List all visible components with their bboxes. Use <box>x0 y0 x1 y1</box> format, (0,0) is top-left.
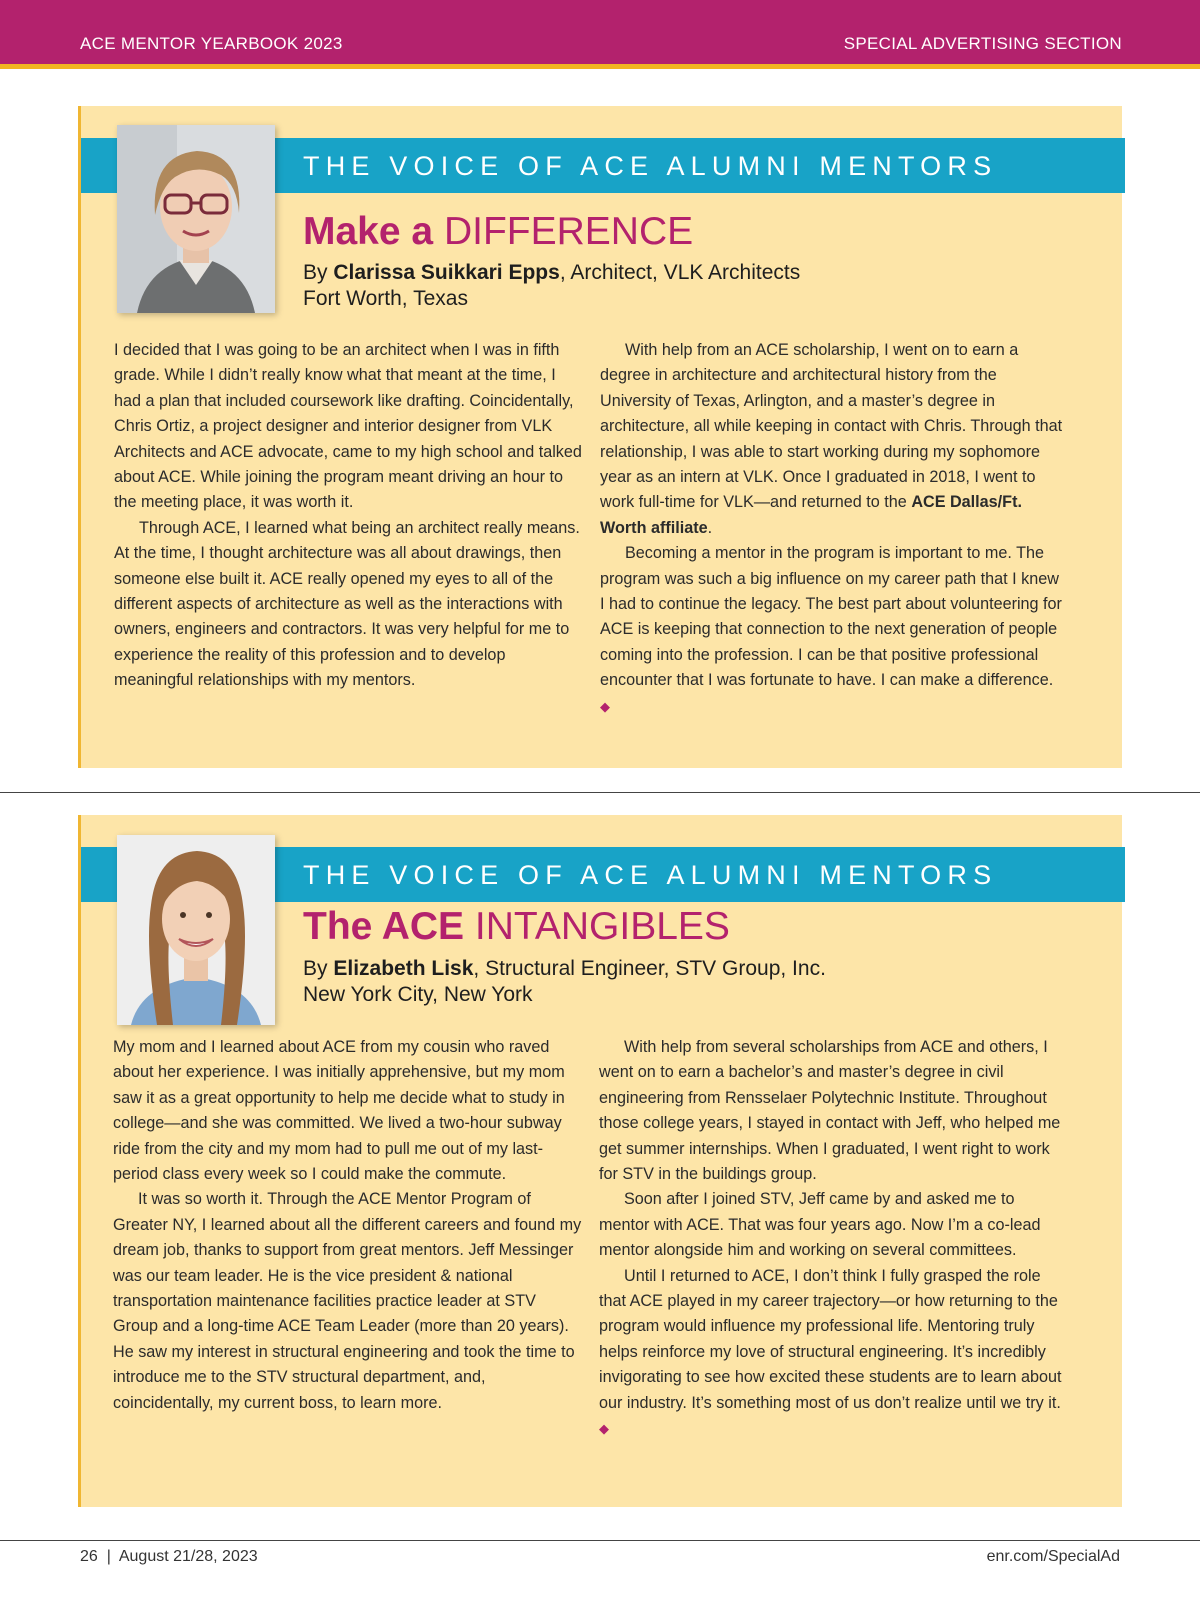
paragraph-text: Becoming a mentor in the program is important to me. The program was such a big influence on my career path that I knew I had to continue the legacy. The best part about volunteering for ACE is keeping that connection to the next generation of people coming into the profession. I can be that positive professional encounter that I was fortunate to have. I can make a difference. <box>600 544 1062 690</box>
paragraph <box>600 338 1066 541</box>
article-card-2 <box>78 815 1122 1507</box>
header-bar <box>0 0 1200 64</box>
author-photo <box>117 125 275 313</box>
author-photo <box>117 835 275 1025</box>
footer-rule <box>0 1540 1200 1541</box>
article-right-column <box>600 338 1066 719</box>
article-right-column <box>599 1035 1065 1442</box>
byline <box>303 260 800 312</box>
section-divider <box>0 792 1200 793</box>
headline-bold: Make a <box>303 210 434 253</box>
publication-title: ACE MENTOR YEARBOOK 2023 <box>80 34 343 53</box>
banner-text: THE VOICE OF ACE ALUMNI MENTORS <box>303 860 998 890</box>
headline-bold: The ACE <box>303 905 465 948</box>
banner-text: THE VOICE OF ACE ALUMNI MENTORS <box>303 151 998 181</box>
paragraph <box>599 1264 1065 1442</box>
author-location: Fort Worth, Texas <box>303 287 468 310</box>
author-role: , Structural Engineer, STV Group, Inc. <box>473 957 826 980</box>
section-label: SPECIAL ADVERTISING SECTION <box>843 34 1122 53</box>
paragraph: With help from several scholarships from ACE and others, I went on to earn a bachelor’s and master’s degree in civil engineering from Rensselaer Polytechnic Institute. Throughout those college years, I stayed in contact with Jeff, who helped me get summer internships. When I graduated, I went right to work for STV in the buildings group. <box>599 1038 1061 1184</box>
paragraph: It was so worth it. Through the ACE Mentor Program of Greater NY, I learned about all the different careers and found my dream job, thanks to support from great mentors. Jeff Messinger was our team leader. He is the vice president & national transportation maintenance facilities practice leader at STV Group and a long-time ACE Team Leader (more than 20 years). He saw my interest in structural engineering and took the time to introduce me to the STV structural department, and, coincidentally, my current boss, to learn more. <box>113 1190 582 1412</box>
paragraph-text: With help from an ACE scholarship, I went on to earn a degree in architecture and architectural history from the University of Texas, Arlington, and a master’s degree in architecture, all while keeping in contact with Chris. Through that relationship, I was able to start working during my sophomore year as an intern at VLK. Once I graduated in 2018, I went to work full-time for VLK—and returned to the <box>600 341 1063 512</box>
end-mark-icon: ◆ <box>599 1421 609 1437</box>
header-accent-stripe <box>0 64 1200 69</box>
article-left-column <box>113 1035 583 1416</box>
article-card-1 <box>78 106 1122 768</box>
end-mark-icon: ◆ <box>600 698 610 714</box>
article-headline <box>303 210 693 254</box>
article-left-column <box>114 338 584 694</box>
article-headline <box>303 905 730 949</box>
paragraph: Soon after I joined STV, Jeff came by and asked me to mentor with ACE. That was four years ago. Now I’m a co-lead mentor alongside him and working on several committees. <box>599 1190 1041 1260</box>
author-name: Clarissa Suikkari Epps <box>333 261 560 284</box>
affiliate-name: ACE Dallas/Ft. Worth affiliate <box>600 493 1022 537</box>
footer-url: enr.com/SpecialAd <box>986 1548 1120 1565</box>
author-role: , Architect, VLK Architects <box>559 261 801 284</box>
page-info: 26 | August 21/28, 2023 <box>80 1548 258 1565</box>
paragraph: I decided that I was going to be an architect when I was in fifth grade. While I didn’t really know what that meant at the time, I had a plan that included coursework like drafting. Coincidentally, Chris Ortiz, a project designer and interior designer from VLK Architects and ACE advocate, came to my high school and talked about ACE. While joining the program meant driving an hour to the meeting place, it was worth it. <box>114 341 582 512</box>
paragraph: Through ACE, I learned what being an architect really means. At the time, I thought architecture was all about drawings, then someone else built it. ACE really opened my eyes to all of the different aspects of architecture as well as the interactions with owners, engineers and contractors. It was very helpful for me to experience the reality of this profession and to develop meaningful relationships with my mentors. <box>114 518 580 690</box>
paragraph-end: . <box>707 518 713 537</box>
author-name: Elizabeth Lisk <box>333 957 474 980</box>
paragraph <box>600 541 1066 719</box>
author-location: New York City, New York <box>303 983 533 1006</box>
headline-light: DIFFERENCE <box>443 210 694 253</box>
byline-by: By <box>303 957 328 980</box>
headline-light: INTANGIBLES <box>474 905 730 948</box>
paragraph-text: Until I returned to ACE, I don’t think I fully grasped the role that ACE played in my career trajectory—or how returning to the program would influence my professional life. Mentoring truly helps reinforce my love of structural engineering. It’s incredibly invigorating to see how excited these students are to learn about our industry. It’s something most of us don’t realize until we try it. <box>599 1266 1062 1412</box>
byline-by: By <box>303 261 328 284</box>
paragraph: My mom and I learned about ACE from my cousin who raved about her experience. I was initially apprehensive, but my mom saw it as a great opportunity to help me decide what to study in college—and she was committed. We lived a two-hour subway ride from the city and my mom had to pull me out of my last-period class every week so I could make the commute. <box>113 1038 565 1184</box>
byline <box>303 956 826 1008</box>
